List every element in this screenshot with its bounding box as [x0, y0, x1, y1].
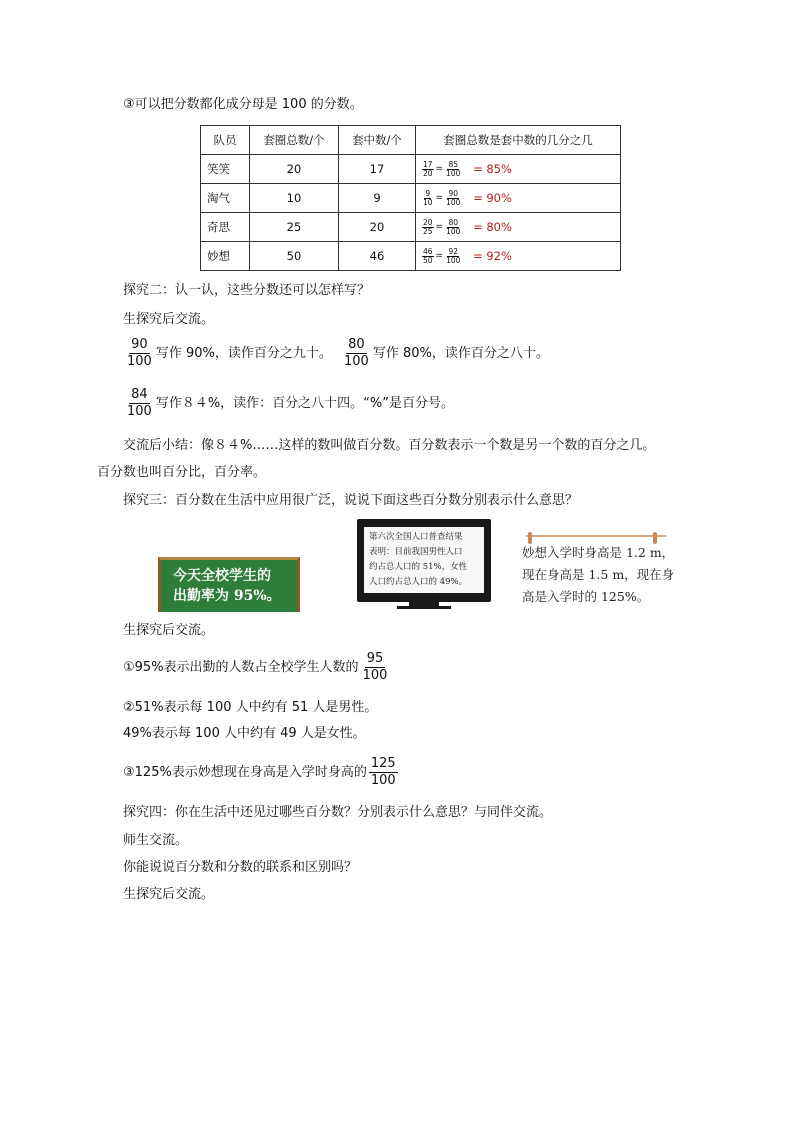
- hit-count: 46: [339, 242, 416, 271]
- player-name: 妙想: [201, 242, 250, 271]
- question-text: 你能说说百分数和分数的联系和区别吗？: [123, 860, 358, 875]
- hit-count: 17: [339, 155, 416, 184]
- answer-text: ①95%表示出勤的人数占全校学生人数的: [123, 660, 359, 675]
- table-row: [201, 184, 621, 213]
- reading-line-two: [123, 387, 454, 420]
- fraction-cell: $\frac{20}{25}$ = $\frac{80}{100}$ = 80%: [416, 213, 621, 242]
- answer-two-b: 49%表示每 100 人中约有 49 人是女性。: [123, 726, 366, 741]
- total-count: 25: [250, 213, 339, 242]
- total-count: 10: [250, 184, 339, 213]
- ring-toss-table: [200, 125, 621, 271]
- explore-two-heading: 探究二：认一认，这些分数还可以怎样写？: [123, 283, 371, 298]
- fraction: $\frac{95}{100}$: [362, 651, 388, 683]
- explore-three-heading: 探究三：百分数在生活中应用很广泛，说说下面这些百分数分别表示什么意思？: [123, 493, 579, 508]
- fraction: $\frac{80}{100}$: [344, 337, 369, 369]
- table-row: [201, 242, 621, 271]
- percent-value: = 90%: [473, 190, 512, 205]
- reading-text: 写作８４%，读作：百分之八十四。“%”是百分号。: [155, 396, 455, 411]
- attendance-blackboard-image: 今天全校学生的 出勤率为 95%。: [158, 557, 300, 612]
- table-row: [201, 213, 621, 242]
- table-header-row: [201, 126, 621, 155]
- explore-four-heading: 探究四：你在生活中还见过哪些百分数？分别表示什么意思？与同伴交流。: [123, 805, 553, 820]
- fraction: $\frac{125}{100}$: [370, 756, 396, 788]
- hit-count: 20: [339, 213, 416, 242]
- header-fraction: 套圈总数是套中数的几分之几: [416, 126, 621, 155]
- fraction: $\frac{90}{100}$: [127, 337, 152, 369]
- answer-three: [123, 756, 400, 789]
- fraction: $\frac{85}{100}$: [446, 159, 461, 178]
- player-name: 奇思: [201, 213, 250, 242]
- intro-text: ③可以把分数都化成分母是 100 的分数。: [123, 97, 363, 112]
- reading-text: 写作 80%，读作百分之八十。: [372, 346, 549, 361]
- header-player: 队员: [201, 126, 250, 155]
- discussion-text: 生探究后交流。: [123, 312, 215, 327]
- total-count: 50: [250, 242, 339, 271]
- total-count: 20: [250, 155, 339, 184]
- percent-value: = 92%: [473, 248, 512, 263]
- fraction: $\frac{80}{100}$: [446, 217, 461, 236]
- percent-value: = 85%: [473, 161, 512, 176]
- header-total: 套圈总数/个: [250, 126, 339, 155]
- hit-count: 9: [339, 184, 416, 213]
- summary-text: 交流后小结：像８４%……这样的数叫做百分数。百分数表示一个数是另一个数的百分之几。: [123, 438, 656, 453]
- reading-line-one: [123, 337, 549, 370]
- answer-text: ③125%表示妙想现在身高是入学时身高的: [123, 765, 367, 780]
- answer-two: ②51%表示每 100 人中约有 51 人是男性。: [123, 700, 378, 715]
- header-hit: 套中数/个: [339, 126, 416, 155]
- fraction-cell: $\frac{46}{50}$ = $\frac{92}{100}$ = 92%: [416, 242, 621, 271]
- answer-one: [123, 651, 391, 684]
- fraction-cell: $\frac{9}{10}$ = $\frac{90}{100}$ = 90%: [416, 184, 621, 213]
- fraction: $\frac{20}{25}$: [423, 217, 433, 236]
- fraction: $\frac{90}{100}$: [446, 188, 461, 207]
- discussion-text: 生探究后交流。: [123, 887, 215, 902]
- fraction-cell: $\frac{17}{20}$ = $\frac{85}{100}$ = 85%: [416, 155, 621, 184]
- player-name: 笑笑: [201, 155, 250, 184]
- discussion-text: 生探究后交流。: [123, 623, 215, 638]
- teacher-discussion: 师生交流。: [123, 833, 189, 848]
- fraction: $\frac{9}{10}$: [423, 188, 433, 207]
- fraction: $\frac{84}{100}$: [127, 387, 152, 419]
- fraction: $\frac{17}{20}$: [423, 159, 433, 178]
- reading-text: 写作 90%，读作百分之九十。: [155, 346, 332, 361]
- height-note-image: 妙想入学时身高是 1.2 m， 现在身高是 1.5 m，现在身 高是入学时的 125%。: [518, 532, 668, 612]
- fraction: $\frac{46}{50}$: [423, 246, 433, 265]
- fraction: $\frac{92}{100}$: [446, 246, 461, 265]
- summary-text-continued: 百分数也叫百分比，百分率。: [97, 465, 267, 480]
- census-tv-image: 第六次全国人口普查结果 表明：目前我国男性人口 约占总人口的 51%，女性 人口约占总人口的 49%。: [357, 519, 491, 609]
- player-name: 淘气: [201, 184, 250, 213]
- table-row: [201, 155, 621, 184]
- percent-value: = 80%: [473, 219, 512, 234]
